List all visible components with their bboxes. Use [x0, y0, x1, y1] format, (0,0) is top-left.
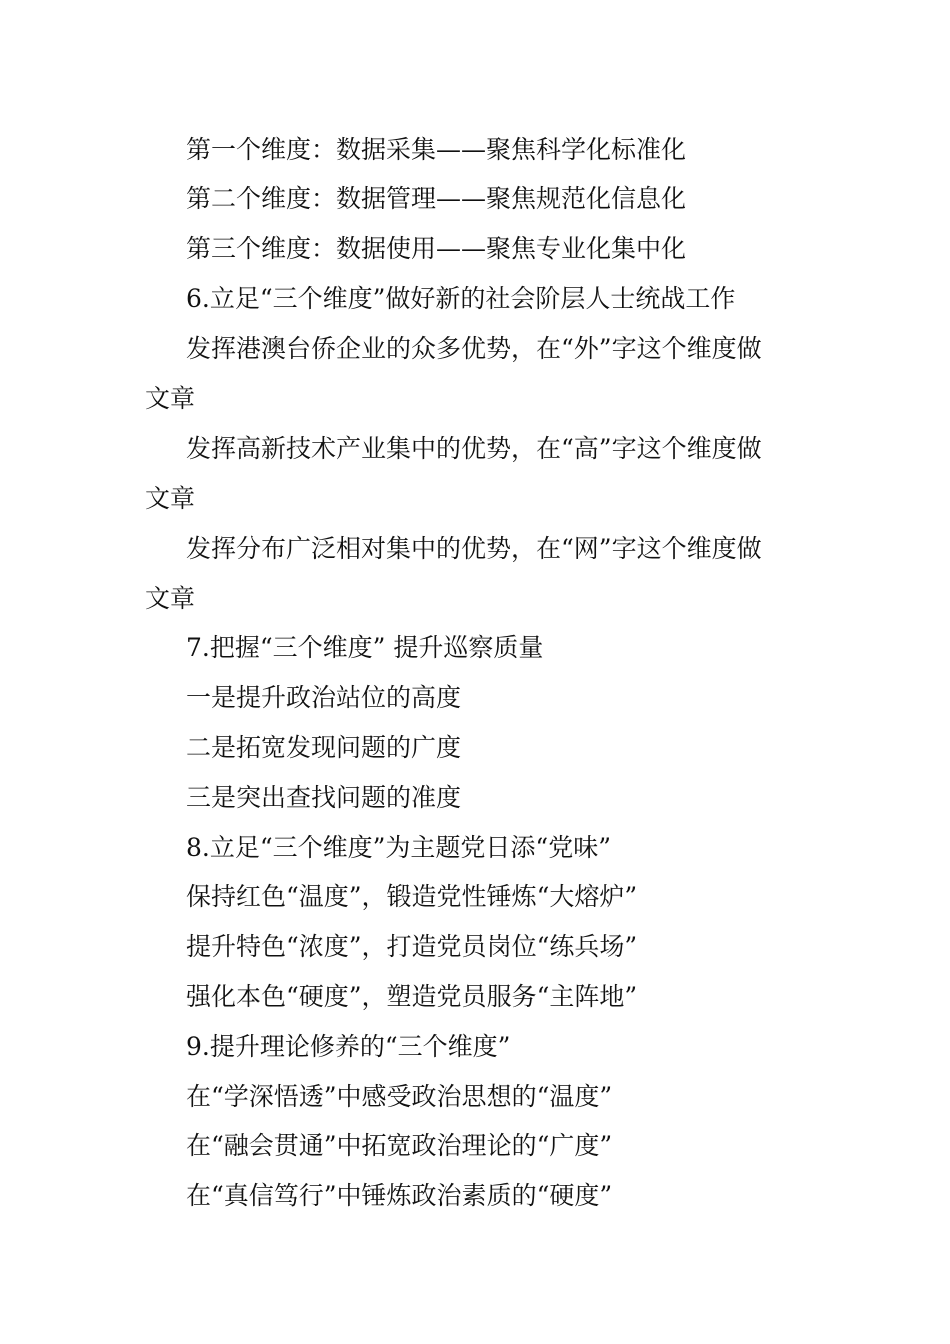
heading-9: 9.提升理论修养的“三个维度”: [186, 1032, 511, 1061]
paragraph-8-1: 保持红色“温度”，锻造党性锤炼“大熔炉”: [186, 882, 638, 911]
paragraph-9-3: 在“真信笃行”中锤炼政治素质的“硬度”: [186, 1181, 613, 1210]
paragraph-wai-cont: 文章: [145, 384, 196, 413]
heading-7: 7.把握“三个维度” 提升巡察质量: [186, 633, 544, 662]
paragraph-dimension-1: 第一个维度：数据采集——聚焦科学化标准化: [186, 135, 687, 164]
paragraph-gao-cont: 文章: [145, 484, 196, 513]
heading-8: 8.立足“三个维度”为主题党日添“党味”: [186, 833, 611, 862]
paragraph-8-2: 提升特色“浓度”，打造党员岗位“练兵场”: [186, 932, 638, 961]
paragraph-7-1: 一是提升政治站位的高度: [186, 683, 462, 712]
paragraph-dimension-3: 第三个维度：数据使用——聚焦专业化集中化: [186, 234, 687, 263]
paragraph-9-2: 在“融会贯通”中拓宽政治理论的“广度”: [186, 1131, 613, 1160]
paragraph-wai: 发挥港澳台侨企业的众多优势，在“外”字这个维度做: [186, 334, 762, 363]
paragraph-8-3: 强化本色“硬度”，塑造党员服务“主阵地”: [186, 982, 638, 1011]
paragraph-9-1: 在“学深悟透”中感受政治思想的“温度”: [186, 1082, 613, 1111]
paragraph-dimension-2: 第二个维度：数据管理——聚焦规范化信息化: [186, 184, 687, 213]
heading-6: 6.立足“三个维度”做好新的社会阶层人士统战工作: [186, 284, 736, 313]
paragraph-wang: 发挥分布广泛相对集中的优势，在“网”字这个维度做: [186, 534, 762, 563]
paragraph-7-3: 三是突出查找问题的准度: [186, 783, 462, 812]
paragraph-7-2: 二是拓宽发现问题的广度: [186, 733, 462, 762]
paragraph-wang-cont: 文章: [145, 584, 196, 613]
paragraph-gao: 发挥高新技术产业集中的优势，在“高”字这个维度做: [186, 434, 762, 463]
